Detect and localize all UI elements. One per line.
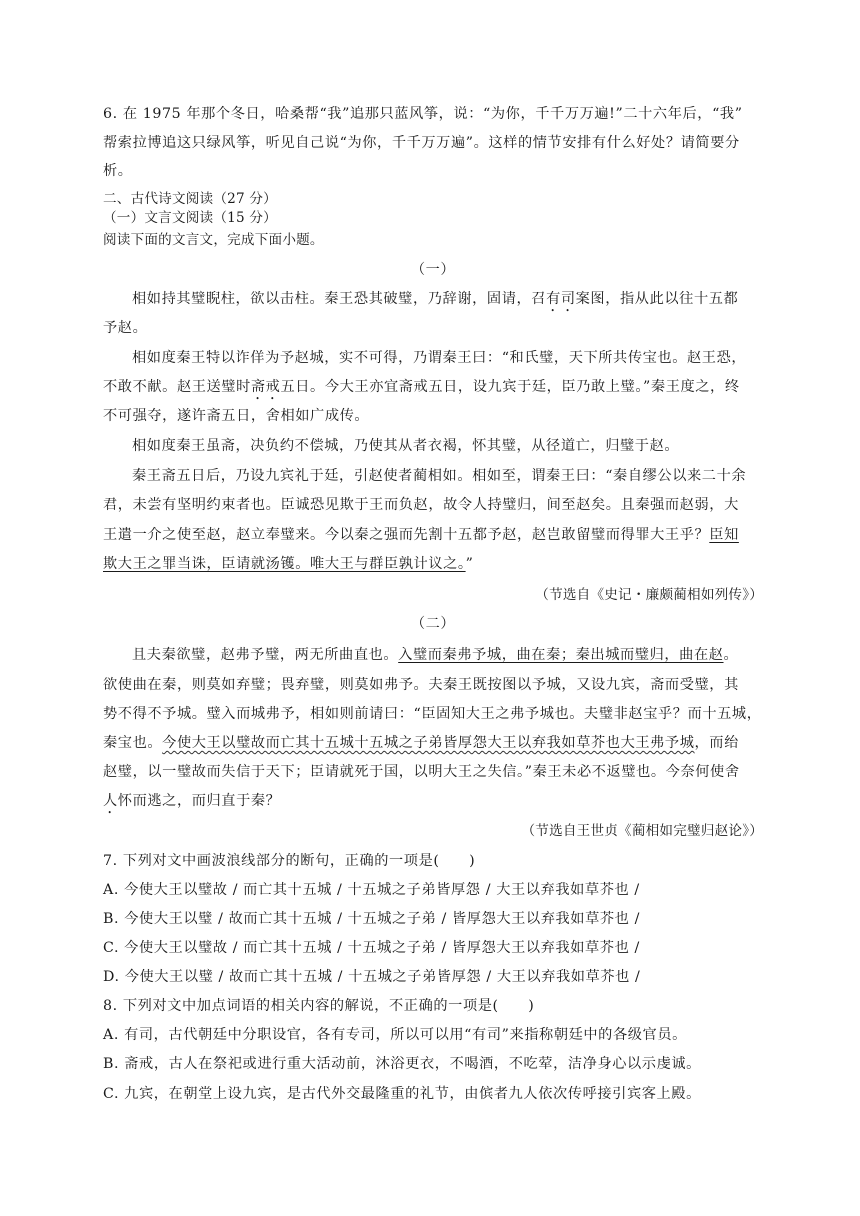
q7-option-d: D. 今使大王以璧 / 故而亡其十五城 / 十五城之子弟皆厚怨 / 大王以弃我如草芥也 /	[103, 969, 641, 985]
text1-p3-line-1: 相如度秦王虽斋，决负约不偿城，乃使其从者衣褐，怀其璧，从径道亡，归璧于赵。	[132, 438, 680, 454]
text2-p1-line-5: 赵璧，以一璧故而失信于天下；臣请就死于国，以明大王之失信。”秦王未必不返璧也。今奈何使舍	[103, 764, 740, 780]
section-title: 二、古代诗文阅读（27 分）	[103, 191, 277, 207]
text1-p4-line-4: 欺大王之罪当诛，臣请就汤镬。唯大王与群臣孰计议之。”	[103, 556, 474, 572]
text2-heading: （二）	[410, 616, 456, 632]
q7-option-c: C. 今使大王以璧故 / 而亡其十五城 / 十五城之子弟 / 皆厚怨大王以弃我如草芥也 /	[103, 940, 640, 956]
q6-line-2: 帮索拉博追这只绿风筝，听见自己说“为你，千千万万遍”。这样的情节安排有什么好处？请简要分	[103, 135, 740, 151]
text1-source: （节选自《史记・廉颇蔺相如列传》）	[535, 587, 763, 603]
text2-p1-line-2: 欲使曲在秦，则莫如弃璧；畏弃璧，则莫如弗予。夫秦王既按图以予城，又设九宾，斋而受璧，其	[103, 677, 739, 693]
text1-p1-line-2: 予赵。	[103, 320, 148, 336]
underlined-sentence-part-1: 臣知	[709, 527, 739, 543]
dotted-word-youshi: 有司	[546, 291, 576, 307]
text2-p1-line-4: 秦宝也。今使大王以璧故而亡其十五城十五城之子弟皆厚怨大王以弃我如草芥也大王弗予城，而绐	[103, 735, 739, 751]
text2-p1-line-3: 势不得不予城。璧入而城弗予，相如则前请曰：“臣固知大王之弗予城也。夫璧非赵宝乎？而十五城，	[103, 706, 762, 722]
q6-line-1: 6. 在 1975 年那个冬日，哈桑帮“我”追那只蓝风筝，说：“为你，千千万万遍!”二十六年后，“我”	[103, 106, 743, 122]
underlined-sentence: 入璧而秦弗予城，曲在秦；秦出城而璧归，曲在赵	[398, 647, 724, 663]
wavy-underlined-sentence: 今使大王以璧故而亡其十五城十五城之子弟皆厚怨大王以弃我如草芥也大王弗予城	[162, 735, 695, 751]
text2-p1-line-6: 人怀而逃之，而归直于秦？	[103, 793, 281, 809]
q8-option-c: C. 九宾，在朝堂上设九宾，是古代外交最隆重的礼节，由傧者九人依次传呼接引宾客上殿。	[103, 1086, 701, 1102]
reading-instruction: 阅读下面的文言文，完成下面小题。	[103, 232, 324, 248]
q7-option-a: A. 今使大王以璧故 / 而亡其十五城 / 十五城之子弟皆厚怨 / 大王以弃我如草芥也 /	[103, 882, 640, 898]
dotted-word-sheren: 人	[103, 793, 118, 809]
q6-line-3: 析。	[103, 163, 133, 179]
text1-p4-line-2: 君，未尝有坚明约束者也。臣诚恐见欺于王而负赵，故令人持璧归，间至赵矣。且秦强而赵弱，大	[103, 497, 739, 513]
q7-stem: 7. 下列对文中画波浪线部分的断句，正确的一项是( )	[103, 853, 476, 869]
text2-source: （节选自王世贞《蔺相如完璧归赵论》）	[521, 823, 763, 839]
q8-stem: 8. 下列对文中加点词语的相关内容的解说，不正确的一项是( )	[103, 998, 535, 1014]
text1-p4-line-1: 秦王斋五日后，乃设九宾礼于廷，引赵使者蔺相如。相如至，谓秦王曰：“秦自缪公以来二十余	[132, 468, 747, 484]
dotted-word-zhaijie: 斋戒	[250, 379, 281, 395]
text1-p1-line-1: 相如持其璧睨柱，欲以击柱。秦王恐其破璧，乃辞谢，固请，召有司案图，指从此以往十五都	[132, 291, 739, 307]
q8-option-b: B. 斋戒，古人在祭祀或进行重大活动前，沐浴更衣，不喝酒，不吃荤，洁净身心以示虔诚。	[103, 1056, 701, 1072]
text2-p1-line-1: 且夫秦欲璧，赵弗予璧，两无所曲直也。入璧而秦弗予城，曲在秦；秦出城而璧归，曲在赵。	[132, 647, 739, 663]
text1-p2-line-3: 不可强夺，遂许斋五日，舍相如广成传。	[103, 408, 370, 424]
q7-option-b: B. 今使大王以璧 / 故而亡其十五城 / 十五城之子弟 / 皆厚怨大王以弃我如草芥也 /	[103, 911, 640, 927]
text1-p2-line-2: 不敢不献。赵王送璧时斋戒五日。今大王亦宜斋戒五日，设九宾于廷，臣乃敢上璧。”秦王度之，终	[103, 379, 740, 395]
q8-option-a: A. 有司，古代朝廷中分职设官，各有专司，所以可以用“有司”来指称朝廷中的各级官员。	[103, 1027, 687, 1043]
section-subtitle: （一）文言文阅读（15 分）	[103, 210, 277, 226]
text1-p4-line-3: 王遣一介之使至赵，赵立奉璧来。今以秦之强而先割十五都予赵，赵岂敢留璧而得罪大王乎？臣知	[103, 527, 739, 543]
text1-p2-line-1: 相如度秦王特以诈佯为予赵城，实不可得，乃谓秦王曰：“和氏璧，天下所共传宝也。赵王恐，	[132, 350, 747, 366]
underlined-sentence-part-2: 欺大王之罪当诛，臣请就汤镬。唯大王与群臣孰计议之。	[103, 556, 466, 572]
text1-heading: （一）	[410, 262, 456, 278]
